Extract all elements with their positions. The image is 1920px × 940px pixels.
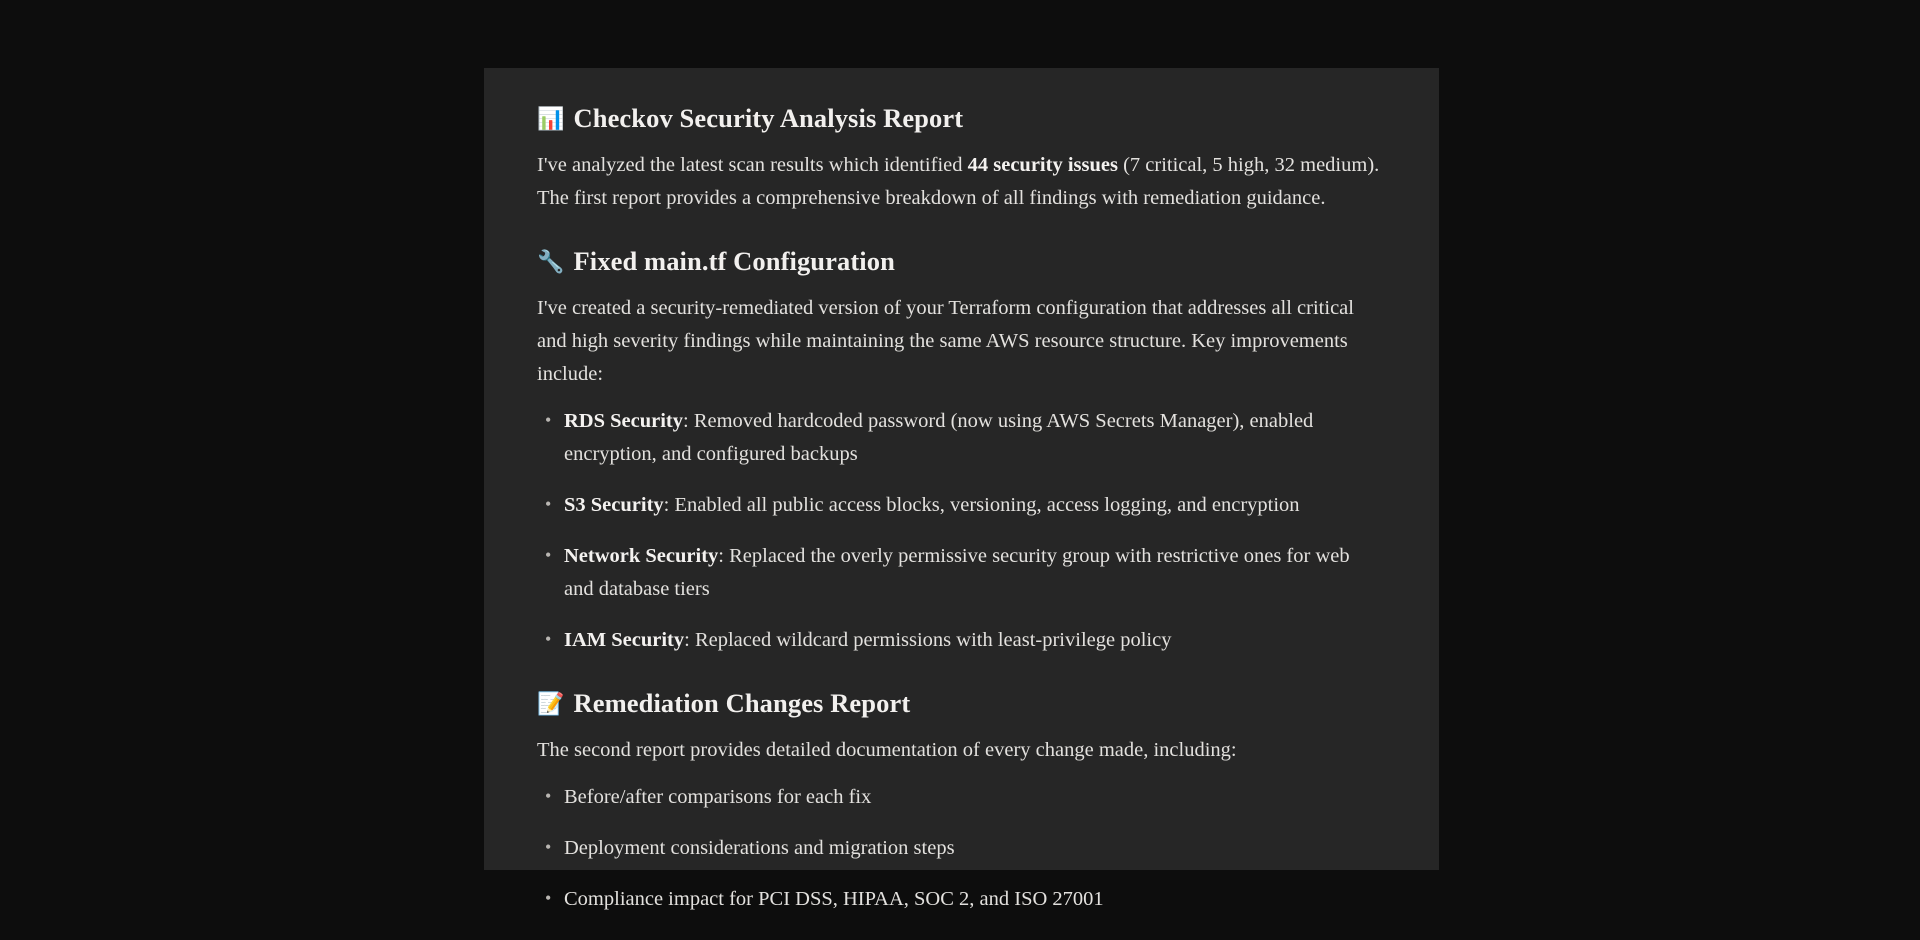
list-item-label: IAM Security [564, 629, 685, 652]
list-item-text: : Enabled all public access blocks, versioning, access logging, and encryption [663, 494, 1300, 517]
wrench-icon: 🔧 [537, 250, 565, 276]
list-item [537, 405, 1381, 471]
section-heading [537, 245, 1381, 278]
section-heading-text: Fixed main.tf Configuration [573, 246, 895, 277]
list-item-text: Deployment considerations and migration steps [564, 837, 955, 860]
improvements-list [537, 405, 1381, 657]
paragraph-part: (7 critical, 5 high, 32 medium). The first report provides a comprehensive breakdown of all findings with remediation guidance. [537, 154, 1380, 210]
assistant-response-panel [484, 68, 1439, 911]
paragraph-highlight: 44 security issues [967, 154, 1118, 177]
memo-icon: 📝 [537, 692, 565, 718]
section-heading-text: Checkov Security Analysis Report [573, 103, 964, 133]
list-item-label: Network Security [564, 545, 719, 568]
list-item-label: RDS Security [564, 410, 684, 433]
list-item-label: S3 Security [564, 494, 664, 517]
list-item [537, 832, 1381, 865]
list-item-text: Compliance impact for PCI DSS, HIPAA, SOC 2, and ISO 27001 [564, 888, 1104, 911]
remediation-list [537, 781, 1381, 916]
section-remediation-report [537, 687, 1381, 916]
list-item [537, 624, 1381, 657]
list-item [537, 489, 1381, 522]
bar-chart-icon: 📊 [537, 107, 565, 132]
list-item-text: : Removed hardcoded password (now using AWS Secrets Manager), enabled encryption, and configured backups [564, 410, 1314, 466]
list-item-text: Before/after comparisons for each fix [564, 786, 872, 809]
section-heading [537, 102, 1381, 135]
list-item [537, 540, 1381, 606]
section-heading-text: Remediation Changes Report [573, 688, 911, 719]
section-paragraph [537, 149, 1381, 215]
list-item-text: : Replaced wildcard permissions with least-privilege policy [684, 629, 1172, 652]
list-item [537, 883, 1381, 916]
section-fixed-main-tf [537, 245, 1381, 657]
response-content [484, 68, 1439, 916]
section-paragraph: I've created a security-remediated version of your Terraform configuration that addresses all critical and high severity findings while maintaining the same AWS resource structure. Key improvements include: [537, 297, 1354, 386]
section-paragraph: The second report provides detailed documentation of every change made, including: [537, 739, 1237, 762]
list-item-text: : Replaced the overly permissive security group with restrictive ones for web and database tiers [564, 545, 1350, 601]
section-heading [537, 687, 1381, 720]
section-checkov-report [537, 102, 1381, 215]
list-item [537, 781, 1381, 814]
paragraph-part: I've analyzed the latest scan results which identified [537, 154, 968, 177]
